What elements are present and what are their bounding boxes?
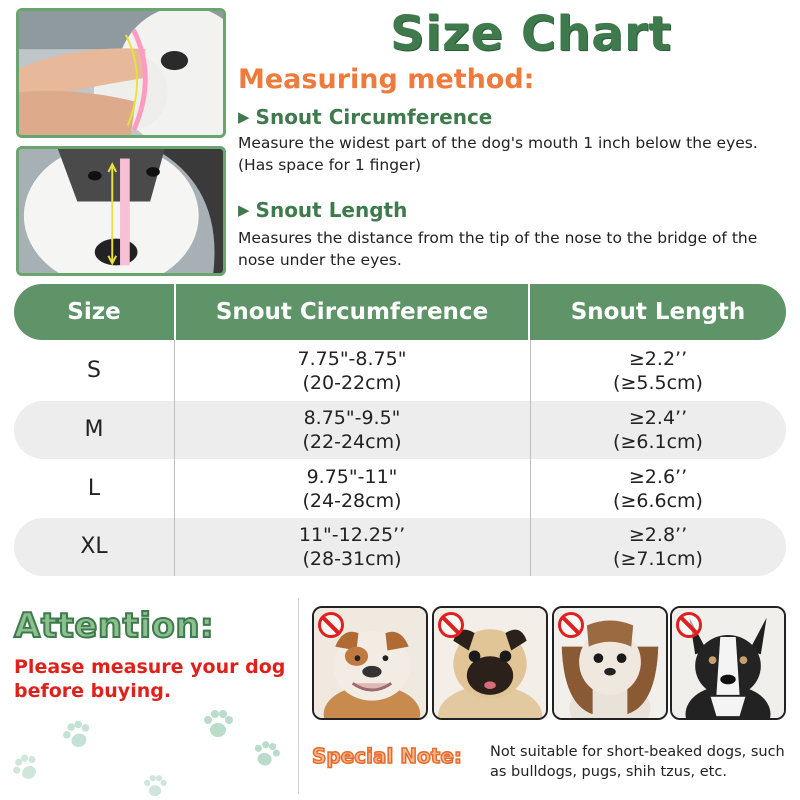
column-divider — [174, 340, 175, 576]
length-cell: ≥2.8’’ (≥7.1cm) — [613, 524, 703, 570]
snout-length-photo — [16, 146, 226, 276]
bulldog-photo — [312, 606, 428, 720]
special-note-label: Special Note: — [312, 744, 462, 768]
circumference-cell: 11"-12.25’’ (28-31cm) — [298, 524, 406, 570]
no-entry-icon — [318, 612, 344, 638]
snout-circumference-photo — [16, 8, 226, 138]
circumference-cell: 7.75"-8.75" (20-22cm) — [297, 348, 407, 394]
french-bulldog-photo — [670, 606, 786, 720]
length-cell: ≥2.2’’ (≥5.5cm) — [613, 348, 703, 394]
paw-print-icon — [200, 706, 236, 742]
header-snout-circumference: Snout Circumference — [174, 284, 530, 340]
size-cell: XL — [80, 534, 108, 559]
measuring-method-heading: Measuring method: — [238, 64, 535, 95]
snout-circumference-description: Measure the widest part of the dog's mouth 1 inch below the eyes. (Has space for 1 finger) — [238, 134, 758, 174]
snout-length-heading: ▶ Snout Length — [238, 198, 408, 222]
length-cell: ≥2.6’’ (≥6.6cm) — [613, 466, 703, 512]
table-row — [14, 460, 786, 518]
play-triangle-icon: ▶ — [238, 108, 250, 126]
special-note-text: Not suitable for short-beaked dogs, such as bulldogs, pugs, shih tzus, etc. — [490, 744, 785, 780]
table-row — [14, 401, 786, 459]
measure-warning: Please measure your dog before buying. — [14, 656, 286, 702]
size-cell: M — [84, 417, 104, 442]
page-title: Size Chart — [390, 6, 672, 62]
paw-print-icon — [60, 718, 94, 752]
size-cell: L — [87, 476, 101, 501]
play-triangle-icon: ▶ — [238, 201, 250, 219]
no-entry-icon — [676, 612, 702, 638]
section-divider — [298, 598, 299, 794]
size-table-header — [14, 284, 786, 340]
header-snout-length: Snout Length — [570, 299, 746, 325]
header-size: Size — [67, 299, 121, 325]
circumference-cell: 9.75"-11" (24-28cm) — [302, 466, 402, 512]
length-cell: ≥2.4’’ (≥6.1cm) — [613, 407, 703, 453]
table-row — [14, 518, 786, 576]
table-row — [14, 342, 786, 400]
shih-tzu-photo — [552, 606, 668, 720]
column-divider — [530, 340, 531, 576]
circumference-cell: 8.75"-9.5" (22-24cm) — [302, 407, 402, 453]
no-entry-icon — [558, 612, 584, 638]
paw-print-icon — [250, 738, 282, 770]
paw-print-icon — [140, 772, 170, 800]
attention-heading: Attention: — [14, 606, 215, 646]
pug-photo — [432, 606, 548, 720]
size-cell: S — [87, 358, 101, 383]
no-entry-icon — [438, 612, 464, 638]
paw-print-icon — [10, 752, 42, 784]
snout-length-description: Measures the distance from the tip of the nose to the bridge of the nose under the eyes. — [238, 229, 758, 269]
snout-circumference-heading: ▶ Snout Circumference — [238, 105, 493, 129]
